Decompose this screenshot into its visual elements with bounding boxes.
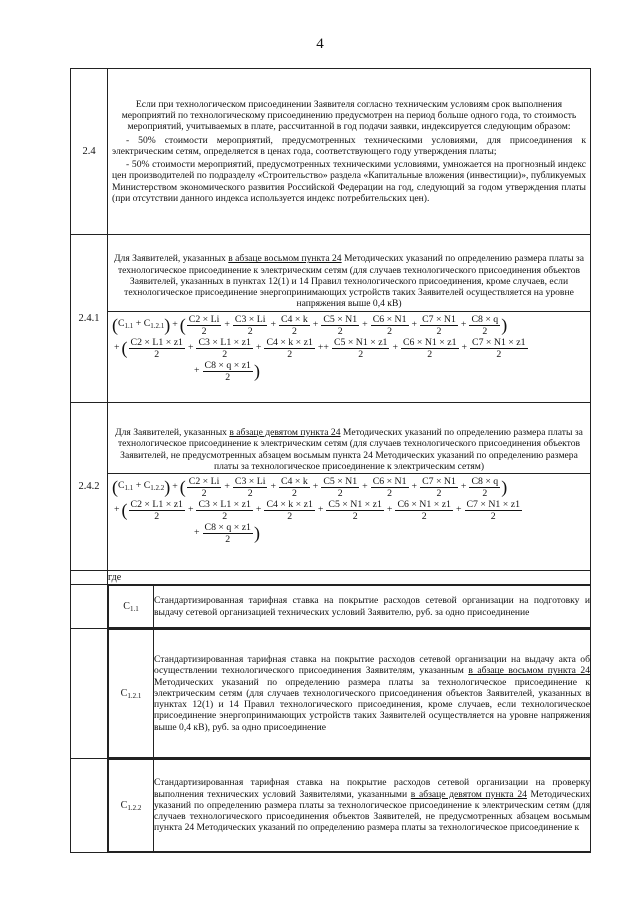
formula-line: ( $C_{1.1} + C_{1.2.2}$ ) + ( $\frac{C2 \times Li}{2}$ + $\frac{C3 \times Li}{2}$ + $\frac{C4 \times k}{2}$ + $\frac{C5 \times N1}{2}$ + $\frac{C6 \times N1}{2}$ + $\frac{C7 \times N1}{2}$ + $\frac{C8 \times q}{2}$ ) — [112, 475, 508, 499]
definition-cell — [108, 629, 591, 759]
formula-base: $C_{1.1} + C_{1.2.2}$ — [118, 480, 165, 493]
row-content — [108, 235, 591, 403]
row-number-empty — [71, 629, 108, 759]
fraction-numerator: C2 × L1 × z1 — [130, 336, 183, 348]
fraction-denominator: 2 — [387, 325, 393, 337]
fraction-numerator: C8 × q — [471, 313, 499, 325]
definition-row — [109, 630, 591, 758]
table-row — [71, 571, 591, 585]
fraction-numerator: C8 × q × z1 — [204, 521, 251, 533]
fraction-numerator: C4 × k — [281, 313, 308, 325]
text-segment: Методических указаний по определению размера платы за технологическое присоединение к электрическим сетям (для случаев технологического присоединения объектов Заявителей, указанных в пунктах 12(1) и 14 Правил технологического присоединения, кроме случаев, если технологическое присоединение энергопринимающих устройств таких Заявителей осуществляется на уровне напряжения выше 0,4 кВ), руб. за одно присоединение — [154, 676, 590, 733]
definition-table — [108, 629, 590, 758]
fraction-denominator: 2 — [247, 325, 253, 337]
table-row — [71, 585, 591, 629]
fraction-denominator: 2 — [222, 348, 228, 360]
paragraph-condition — [108, 252, 590, 310]
table-row — [71, 235, 591, 403]
fraction-numerator: C5 × N1 × z1 — [328, 498, 382, 510]
fraction-numerator: C2 × Li — [188, 313, 220, 325]
fraction-denominator: 2 — [287, 510, 293, 522]
definition-row — [109, 760, 591, 852]
fraction-numerator: C3 × L1 × z1 — [198, 336, 251, 348]
row-content — [108, 69, 591, 235]
fraction-denominator: 2 — [247, 487, 253, 499]
formula-line: + ( $\frac{C2 \times L1 \times z1}{2}$ + $\frac{C3 \times L1 \times z1}{2}$ + $\frac{C4 \times k \times z1}{2}$ ++ $\frac{C5 \times N1 \times z1}{2}$ + $\frac{C6 \times N1 \times z1}{2}$ + $\frac{C7 \times N1 \times z1}{2}$ — [114, 336, 526, 360]
fraction-denominator: 2 — [337, 325, 343, 337]
definition-row — [109, 586, 591, 628]
fraction-numerator: C5 × N1 × z1 — [333, 336, 388, 348]
definition-table — [108, 585, 590, 628]
reference-link[interactable]: в абзаце девятом пункта 24 — [410, 788, 527, 800]
fraction-numerator: C5 × N1 — [323, 475, 358, 487]
fraction-numerator: C6 × N1 — [372, 313, 407, 325]
fraction-numerator: C5 × N1 — [323, 313, 358, 325]
fraction-denominator: 2 — [201, 325, 207, 337]
text-segment: Для Заявителей, указанных — [114, 253, 229, 265]
fraction-numerator: C3 × L1 × z1 — [198, 498, 251, 510]
fraction-denominator: 2 — [358, 348, 364, 360]
fraction-numerator: C6 × N1 × z1 — [397, 498, 451, 510]
row-number-empty — [71, 759, 108, 853]
fraction-numerator: C4 × k × z1 — [266, 498, 313, 510]
row-number-empty — [71, 571, 108, 585]
formula-base: $C_{1.1} + C_{1.2.1}$ — [118, 318, 165, 330]
row-number: 2.4.1 — [71, 235, 108, 403]
fraction-denominator: 2 — [436, 487, 442, 499]
definition-symbol: $C_{1.2.1}$ — [109, 630, 154, 758]
fraction-numerator: C8 × q × z1 — [204, 359, 251, 371]
table-row — [71, 629, 591, 759]
fraction-numerator: C2 × Li — [188, 475, 220, 487]
fraction-denominator: 2 — [482, 325, 488, 337]
fraction-numerator: C3 × Li — [234, 313, 266, 325]
definition-text — [154, 760, 591, 852]
fraction-denominator: 2 — [496, 348, 502, 360]
fraction-numerator: C2 × L1 × z1 — [130, 498, 183, 510]
definition-symbol: $C_{1.2.2}$ — [109, 760, 154, 852]
text-segment: Стандартизированная тарифная ставка на покрытие расходов сетевой организации на проверку выполнения технических условий Заявителями, указанными — [154, 777, 590, 800]
paragraph-item-2: - 50% стоимости мероприятий, предусмотренных техническими условиями, умножается на прогнозный индекс цен производителей по подразделу «Строительство» раздела «Капитальные вложения (инвестиции)», публикуемых Министерством экономического развития Российской Федерации на год, следующий за годом утверждения платы (при отсутствии данного индекса используется индекс потребительских цен). — [112, 159, 586, 204]
text-segment: Методических указаний по определению размера платы за технологическое присоединение к электрическим сетям (для случаев технологического присоединения объектов Заявителей, не предусмотренных абзацем восьмым пункта 24 Методических указаний по определению размера платы за технологическое присоединение к — [154, 788, 590, 834]
reference-link[interactable]: в абзаце девятом пункта 24 — [229, 427, 341, 439]
reference-link[interactable]: в абзаце восьмом пункта 24 — [228, 253, 342, 265]
fraction-denominator: 2 — [225, 533, 231, 545]
formula-line: + ( $\frac{C2 \times L1 \times z1}{2}$ + $\frac{C3 \times L1 \times z1}{2}$ + $\frac{C4 \times k \times z1}{2}$ + $\frac{C5 \times N1 \times z1}{2}$ + $\frac{C6 \times N1 \times z1}{2}$ + $\frac{C7 \times N1 \times z1}{2}$ — [114, 498, 521, 522]
fraction-numerator: C3 × Li — [234, 475, 266, 487]
text-segment: Методических указаний по определению размера платы за технологическое присоединение к электрическим сетям (для случаев технологического присоединения объектов Заявителей, указанных в пунктах 12(1) и 14 Правил технологического присоединения, кроме случаев, если технологическое присоединение энергопринимающих устройств таких Заявителей осуществляется на уровне напряжения выше 0,4 кВ) — [117, 253, 584, 310]
fraction-denominator: 2 — [421, 510, 427, 522]
fraction-denominator: 2 — [222, 510, 228, 522]
where-label: где — [108, 571, 591, 585]
fraction-numerator: C6 × N1 × z1 — [402, 336, 457, 348]
fraction-denominator: 2 — [291, 487, 297, 499]
row-number-empty — [71, 585, 108, 629]
fraction-numerator: C7 × N1 — [422, 313, 456, 325]
fraction-denominator: 2 — [291, 325, 297, 337]
definition-table — [108, 759, 590, 852]
row-content — [108, 403, 591, 571]
definition-cell — [108, 759, 591, 853]
tariff-table — [70, 68, 591, 853]
text-segment: Методических указаний по определению размера платы за технологическое присоединение к электрическим сетям (для случаев технологического присоединения объектов Заявителей, не предусмотренных абзацем восьмым пункта 24 Методических указаний по определению размера платы за технологическое присоединение к электрическим сетям) — [117, 427, 583, 472]
formula-block — [108, 473, 590, 547]
fraction-numerator: C7 × N1 × z1 — [472, 336, 526, 348]
fraction-denominator: 2 — [287, 348, 293, 360]
definition-symbol: $C_{1.1}$ — [109, 586, 154, 628]
text-segment: Стандартизированная тарифная ставка на покрытие расходов сетевой организации на выдачу акта об осуществлении технологического присоединения Заявителям, указанным — [154, 654, 590, 677]
definition-text: Стандартизированная тарифная ставка на покрытие расходов сетевой организации на подготовку и выдачу сетевой организацией технических условий Заявителю, руб. за одно присоединение — [154, 586, 591, 628]
fraction-numerator: C4 × k — [281, 475, 308, 487]
fraction-numerator: C8 × q — [471, 475, 499, 487]
row-number: 2.4.2 — [71, 403, 108, 571]
fraction-denominator: 2 — [225, 371, 231, 383]
formula-line: ( $C_{1.1} + C_{1.2.1}$ ) + ( $\frac{C2 \times Li}{2}$ + $\frac{C3 \times Li}{2}$ + $\frac{C4 \times k}{2}$ + $\frac{C5 \times N1}{2}$ + $\frac{C6 \times N1}{2}$ + $\frac{C7 \times N1}{2}$ + $\frac{C8 \times q}{2}$ ) — [112, 313, 508, 337]
fraction-numerator: C7 × N1 — [422, 475, 456, 487]
text-segment: Для Заявителей, указанных — [115, 427, 230, 439]
reference-link[interactable]: в абзаце восьмом пункта 24 — [468, 665, 591, 677]
formula-line: + $\frac{C8 \times q \times z1}{2}$ ) — [194, 359, 260, 383]
table-row — [71, 759, 591, 853]
table-row — [71, 69, 591, 235]
fraction-numerator: C7 × N1 × z1 — [466, 498, 521, 510]
fraction-denominator: 2 — [436, 325, 442, 337]
fraction-denominator: 2 — [201, 487, 207, 499]
fraction-denominator: 2 — [427, 348, 433, 360]
fraction-denominator: 2 — [387, 487, 393, 499]
fraction-denominator: 2 — [154, 510, 160, 522]
fraction-numerator: C4 × k × z1 — [266, 336, 313, 348]
fraction-denominator: 2 — [337, 487, 343, 499]
fraction-denominator: 2 — [154, 348, 160, 360]
definition-cell — [108, 585, 591, 629]
paragraph-intro: Если при технологическом присоединении Заявителя согласно техническим условиям срок выполнения мероприятий по технологическому присоединению предусмотрен на период больше одного года, то стоимость мероприятий, учитываемых в плате, рассчитанной в год подачи заявки, индексируется следующим образом: — [121, 99, 577, 133]
page-number: 4 — [316, 36, 324, 52]
formula-block — [108, 311, 590, 385]
fraction-denominator: 2 — [490, 510, 496, 522]
table-row — [71, 403, 591, 571]
fraction-denominator: 2 — [352, 510, 358, 522]
fraction-denominator: 2 — [482, 487, 488, 499]
definition-text — [154, 630, 591, 758]
paragraph-item-1: - 50% стоимости мероприятий, предусмотренных техническими условиями, для присоединения к электрическим сетям, определяется в ценах года, соответствующего году утверждения платы; — [112, 134, 586, 157]
row-number: 2.4 — [71, 69, 108, 235]
paragraph-condition — [108, 426, 590, 473]
formula-line: + $\frac{C8 \times q \times z1}{2}$ ) — [194, 521, 260, 545]
fraction-numerator: C6 × N1 — [372, 475, 407, 487]
